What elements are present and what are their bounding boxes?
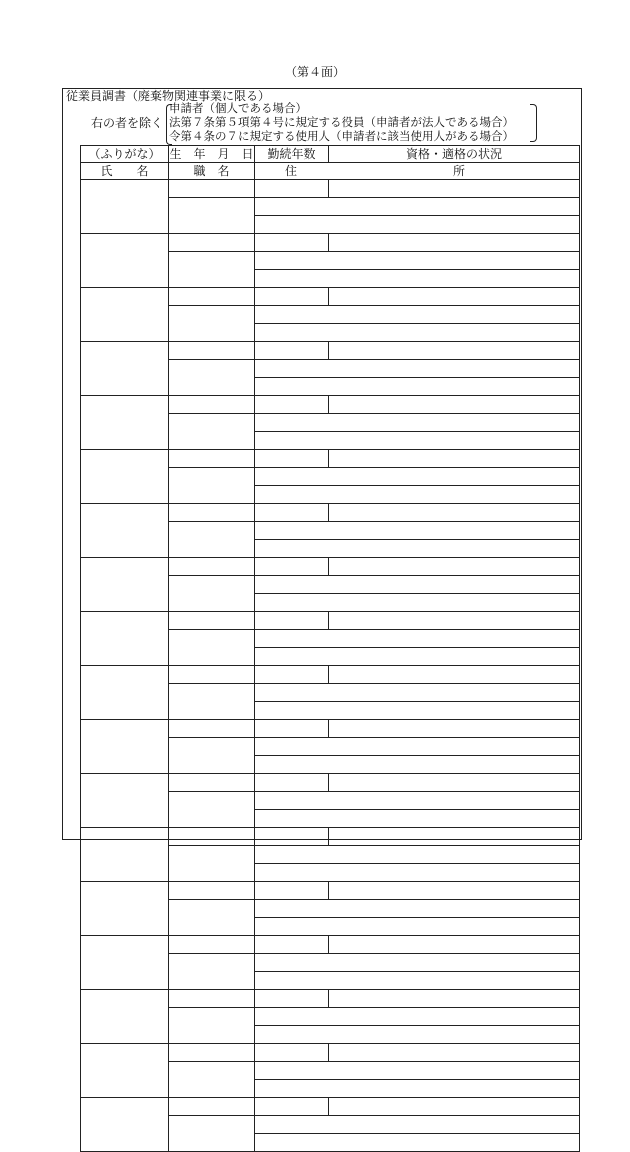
address-cell[interactable]: [255, 846, 580, 864]
address-cell-line2[interactable]: [255, 540, 580, 558]
years-of-service-cell[interactable]: [255, 396, 329, 414]
address-cell-line2[interactable]: [255, 324, 580, 342]
birth-date-cell[interactable]: [169, 990, 255, 1008]
position-cell[interactable]: [169, 360, 255, 396]
address-cell-line2[interactable]: [255, 1134, 580, 1152]
qualification-cell[interactable]: [329, 774, 580, 792]
years-of-service-cell[interactable]: [255, 936, 329, 954]
position-cell[interactable]: [169, 792, 255, 828]
address-cell[interactable]: [255, 954, 580, 972]
qualification-cell[interactable]: [329, 1098, 580, 1116]
address-cell[interactable]: [255, 1008, 580, 1026]
header-name: 氏 名: [81, 163, 169, 180]
years-of-service-cell[interactable]: [255, 558, 329, 576]
years-of-service-cell[interactable]: [255, 504, 329, 522]
employee-row: [81, 396, 580, 414]
employee-row: [81, 1098, 580, 1116]
header-address-right: 所: [452, 164, 465, 178]
name-cell[interactable]: [81, 342, 169, 396]
employee-row: [81, 450, 580, 468]
address-cell-line2[interactable]: [255, 972, 580, 990]
employee-row: [81, 774, 580, 792]
years-of-service-cell[interactable]: [255, 450, 329, 468]
exclusion-item-applicant: 申請者（個人である場合）: [169, 101, 307, 115]
name-cell[interactable]: [81, 882, 169, 936]
employee-row: [81, 180, 580, 198]
header-address: [255, 163, 580, 180]
position-cell[interactable]: [169, 900, 255, 936]
employee-row: [81, 990, 580, 1008]
birth-date-cell[interactable]: [169, 828, 255, 846]
right-brace: [530, 104, 537, 142]
name-cell[interactable]: [81, 504, 169, 558]
qualification-cell[interactable]: [329, 936, 580, 954]
address-cell[interactable]: [255, 1062, 580, 1080]
birth-date-cell[interactable]: [169, 180, 255, 198]
years-of-service-cell[interactable]: [255, 828, 329, 846]
years-of-service-cell[interactable]: [255, 612, 329, 630]
name-cell[interactable]: [81, 288, 169, 342]
address-cell-line2[interactable]: [255, 918, 580, 936]
address-cell[interactable]: [255, 576, 580, 594]
name-cell[interactable]: [81, 1044, 169, 1098]
employee-row: [81, 342, 580, 360]
employee-table: [80, 145, 580, 1152]
years-of-service-cell[interactable]: [255, 882, 329, 900]
header-birth-date: 生 年 月 日: [169, 147, 254, 161]
birth-date-cell[interactable]: [169, 234, 255, 252]
birth-date-cell[interactable]: [169, 1098, 255, 1116]
position-cell[interactable]: [169, 306, 255, 342]
employee-row: [81, 558, 580, 576]
position-cell[interactable]: [169, 1008, 255, 1044]
header-qualification: 資格・適格の状況: [329, 146, 580, 163]
address-cell-line2[interactable]: [255, 756, 580, 774]
qualification-cell[interactable]: [329, 396, 580, 414]
position-cell[interactable]: [169, 846, 255, 882]
address-cell-line2[interactable]: [255, 648, 580, 666]
birth-date-cell[interactable]: [169, 936, 255, 954]
position-cell[interactable]: [169, 252, 255, 288]
name-cell[interactable]: [81, 666, 169, 720]
name-cell[interactable]: [81, 990, 169, 1044]
form-title: 従業員調書（廃棄物関連事業に限る）: [66, 89, 271, 103]
qualification-cell[interactable]: [329, 504, 580, 522]
address-cell[interactable]: [255, 630, 580, 648]
position-cell[interactable]: [169, 1062, 255, 1098]
birth-date-cell[interactable]: [169, 774, 255, 792]
years-of-service-cell[interactable]: [255, 234, 329, 252]
address-cell[interactable]: [255, 792, 580, 810]
qualification-cell[interactable]: [329, 720, 580, 738]
header-furigana: （ふりがな）: [81, 146, 169, 163]
employee-row: [81, 612, 580, 630]
address-cell[interactable]: [255, 306, 580, 324]
address-cell[interactable]: [255, 738, 580, 756]
years-of-service-cell[interactable]: [255, 666, 329, 684]
name-cell[interactable]: [81, 612, 169, 666]
address-cell-line2[interactable]: [255, 1080, 580, 1098]
qualification-cell[interactable]: [329, 990, 580, 1008]
qualification-cell[interactable]: [329, 234, 580, 252]
name-cell[interactable]: [81, 396, 169, 450]
name-cell[interactable]: [81, 450, 169, 504]
qualification-cell[interactable]: [329, 342, 580, 360]
address-cell-line2[interactable]: [255, 432, 580, 450]
name-cell[interactable]: [81, 1098, 169, 1152]
years-of-service-cell[interactable]: [255, 720, 329, 738]
employee-row: [81, 720, 580, 738]
years-of-service-cell[interactable]: [255, 1044, 329, 1062]
name-cell[interactable]: [81, 720, 169, 774]
address-cell-line2[interactable]: [255, 378, 580, 396]
birth-date-cell[interactable]: [169, 504, 255, 522]
qualification-cell[interactable]: [329, 828, 580, 846]
qualification-cell[interactable]: [329, 288, 580, 306]
position-cell[interactable]: [169, 522, 255, 558]
exclusion-item-employee: 令第４条の７に規定する使用人（申請者に該当使用人がある場合）: [169, 129, 514, 143]
employee-row: [81, 288, 580, 306]
years-of-service-cell[interactable]: [255, 990, 329, 1008]
header-address-left: 住: [285, 164, 298, 178]
employee-row: [81, 666, 580, 684]
qualification-cell[interactable]: [329, 1044, 580, 1062]
address-cell[interactable]: [255, 522, 580, 540]
position-cell[interactable]: [169, 738, 255, 774]
address-cell-line2[interactable]: [255, 702, 580, 720]
qualification-cell[interactable]: [329, 666, 580, 684]
years-of-service-cell[interactable]: [255, 288, 329, 306]
qualification-cell[interactable]: [329, 612, 580, 630]
qualification-cell[interactable]: [329, 558, 580, 576]
name-cell[interactable]: [81, 828, 169, 882]
employee-row: [81, 936, 580, 954]
birth-date-cell[interactable]: [169, 882, 255, 900]
qualification-cell[interactable]: [329, 180, 580, 198]
address-cell-line2[interactable]: [255, 810, 580, 828]
employee-row: [81, 1044, 580, 1062]
address-cell-line2[interactable]: [255, 486, 580, 504]
name-cell[interactable]: [81, 558, 169, 612]
exclusion-list: [169, 101, 514, 143]
address-cell[interactable]: [255, 468, 580, 486]
address-cell[interactable]: [255, 414, 580, 432]
address-cell-line2[interactable]: [255, 594, 580, 612]
address-cell-line2[interactable]: [255, 1026, 580, 1044]
page-number: （第４面）: [284, 65, 345, 79]
position-cell[interactable]: [169, 954, 255, 990]
header-position: 職 名: [169, 163, 255, 180]
employee-row: [81, 234, 580, 252]
address-cell-line2[interactable]: [255, 270, 580, 288]
employee-row: [81, 882, 580, 900]
birth-date-cell[interactable]: [169, 558, 255, 576]
qualification-cell[interactable]: [329, 882, 580, 900]
position-cell[interactable]: [169, 468, 255, 504]
qualification-cell[interactable]: [329, 450, 580, 468]
name-cell[interactable]: [81, 234, 169, 288]
years-of-service-cell[interactable]: [255, 1098, 329, 1116]
name-cell[interactable]: [81, 180, 169, 234]
birth-date-cell[interactable]: [169, 666, 255, 684]
position-cell[interactable]: [169, 630, 255, 666]
position-cell[interactable]: [169, 198, 255, 234]
birth-date-cell[interactable]: [169, 450, 255, 468]
employee-row: [81, 504, 580, 522]
address-cell[interactable]: [255, 198, 580, 216]
address-cell[interactable]: [255, 360, 580, 378]
address-cell[interactable]: [255, 1116, 580, 1134]
birth-date-cell[interactable]: [169, 612, 255, 630]
address-cell-line2[interactable]: [255, 864, 580, 882]
birth-date-cell[interactable]: [169, 288, 255, 306]
position-cell[interactable]: [169, 1116, 255, 1152]
address-cell-line2[interactable]: [255, 216, 580, 234]
name-cell[interactable]: [81, 936, 169, 990]
header-years-of-service: 勤続年数: [255, 146, 329, 163]
position-cell[interactable]: [169, 576, 255, 612]
years-of-service-cell[interactable]: [255, 342, 329, 360]
address-cell[interactable]: [255, 684, 580, 702]
address-cell[interactable]: [255, 252, 580, 270]
name-cell[interactable]: [81, 774, 169, 828]
birth-date-cell[interactable]: [169, 396, 255, 414]
birth-date-cell[interactable]: [169, 342, 255, 360]
exclusion-label: 右の者を除く: [91, 116, 164, 130]
position-cell[interactable]: [169, 414, 255, 450]
birth-date-cell[interactable]: [169, 720, 255, 738]
position-cell[interactable]: [169, 684, 255, 720]
employee-row: [81, 828, 580, 846]
birth-date-cell[interactable]: [169, 1044, 255, 1062]
address-cell[interactable]: [255, 900, 580, 918]
years-of-service-cell[interactable]: [255, 774, 329, 792]
years-of-service-cell[interactable]: [255, 180, 329, 198]
exclusion-item-officer: 法第７条第５項第４号に規定する役員（申請者が法人である場合）: [169, 115, 514, 129]
